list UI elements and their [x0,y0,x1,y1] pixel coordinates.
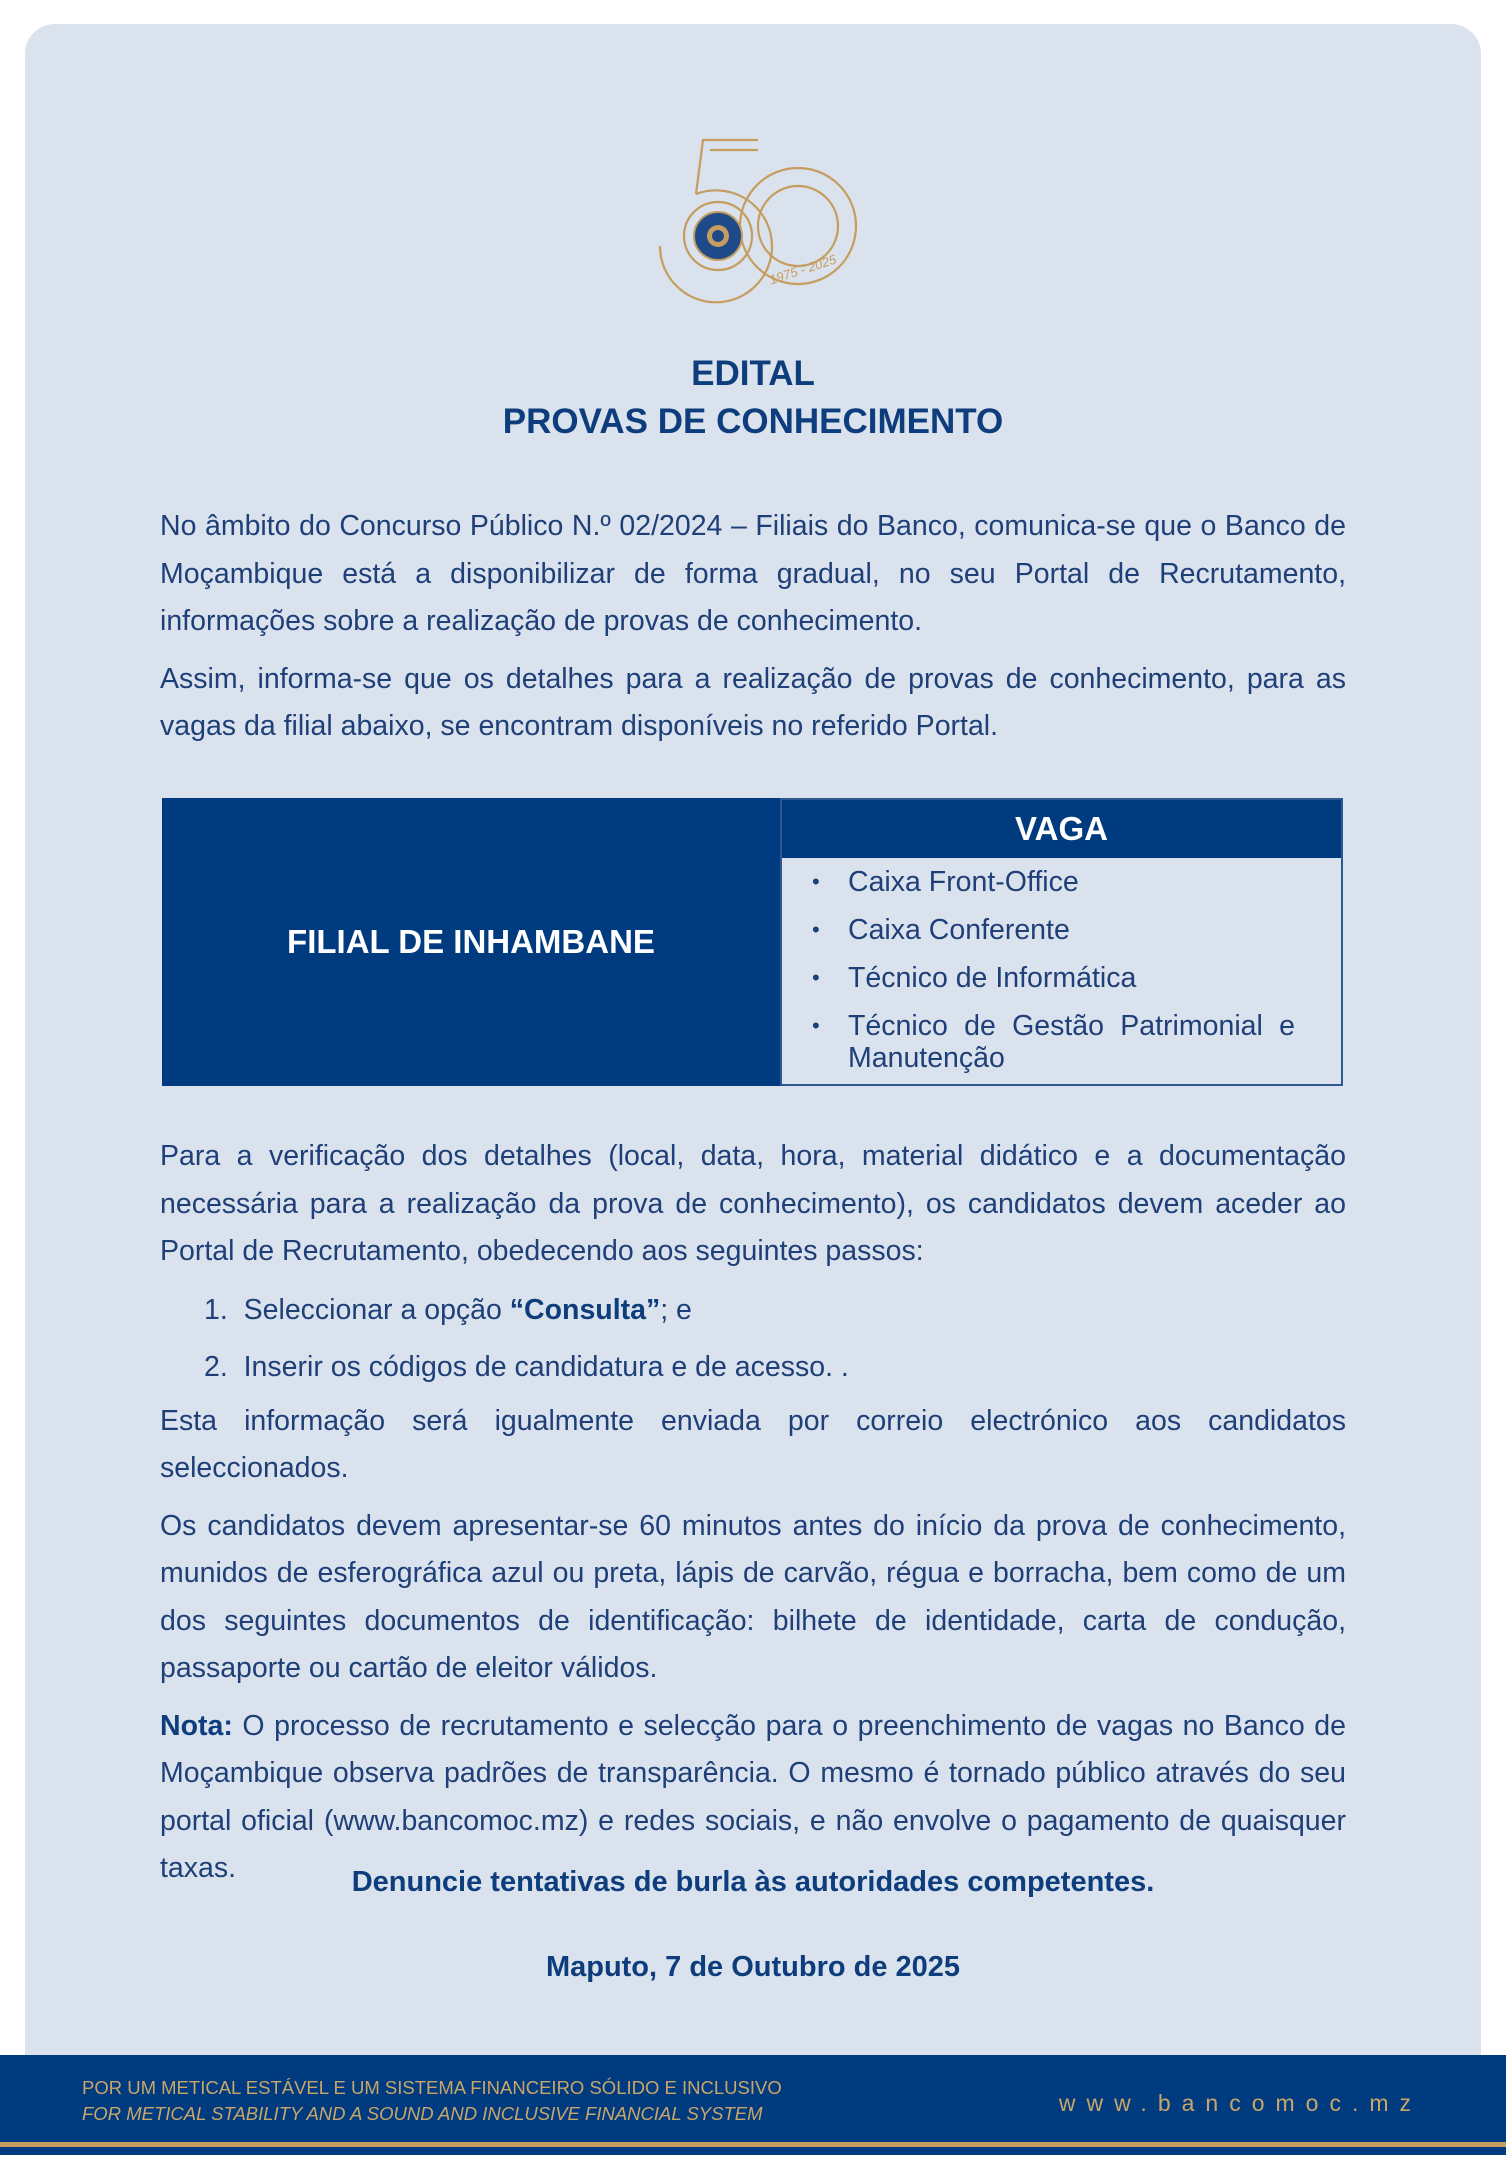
steps-list [160,1282,1346,1396]
branch-cell [162,798,780,1086]
page-subtitle: PROVAS DE CONHECIMENTO [502,402,1004,441]
footer-slogan [82,2075,782,2127]
vacancy-list [782,858,1341,1074]
vacancy-cell [780,798,1343,1086]
step-item: 2. Inserir os códigos de candidatura e de acesso. . [204,1350,849,1383]
list-item: • Caixa Front-Office [812,866,1295,898]
consulta-option: “Consulta” [509,1293,661,1326]
step-item: 1. Seleccionar a opção “Consulta”; e [204,1293,692,1326]
intro-section [160,503,1346,751]
arrival-paragraph: Os candidatos devem apresentar-se 60 minutos antes do início da prova de conhecimento, munidos de esferográfica azul ou preta, lápis de carvão, régua e borracha, bem como de um dos seguintes documentos de identificação: bilhete de identidade, carta de condução, passaporte ou cartão de eleitor válidos. [160,1509,1346,1684]
branch-name: FILIAL DE INHAMBANE [287,923,655,960]
note-paragraph: Nota: O processo de recrutamento e selecção para o preenchimento de vagas no Banco de Moçambique observa padrões de transparência. O mesmo é tornado público através do seu portal oficial (www.bancomoc.mz) e redes sociais, e não envolve o pagamento de quaisquer taxas. [160,1709,1346,1884]
intro-paragraph-2: Assim, informa-se que os detalhes para a realização de provas de conhecimento, para as vagas da filial abaixo, se encontram disponíveis no referido Portal. [160,662,1346,742]
list-item: • Técnico de Gestão Patrimonial e Manutenção [812,1010,1295,1074]
list-item: • Técnico de Informática [812,962,1295,994]
note-label: Nota: [160,1709,233,1742]
slogan-en: FOR METICAL STABILITY AND A SOUND AND INCLUSIVE FINANCIAL SYSTEM [82,2103,763,2124]
body-section [160,1133,1346,1893]
email-info-paragraph: Esta informação será igualmente enviada por correio electrónico aos candidatos seleccionados. [160,1404,1346,1484]
title-block [0,350,1506,446]
verification-paragraph: Para a verificação dos detalhes (local, data, hora, material didático e a documentação necessária para a realização da prova de conhecimento), os candidatos devem aceder ao Portal de Recrutamento, obedecendo aos seguintes passos: [160,1140,1346,1267]
logo-years: 1975 - 2025 [767,251,839,288]
vacancy-header: VAGA [782,800,1341,858]
vacancy-table [162,798,1343,1086]
anniversary-logo [648,134,862,304]
intro-paragraph-1: No âmbito do Concurso Público N.º 02/2024 – Filiais do Banco, comunica-se que o Banco de Moçambique está a disponibilizar de forma gradual, no seu Portal de Recrutamento, informações sobre a realização de provas de conhecimento. [160,510,1346,637]
list-item: • Caixa Conferente [812,914,1295,946]
fraud-warning: Denuncie tentativas de burla às autoridades competentes. [351,1866,1155,1898]
page-title: EDITAL [691,354,815,393]
footer-website-link[interactable]: www.bancomoc.mz [1058,2090,1422,2116]
footer-gold-line [0,2142,1506,2147]
date-line: Maputo, 7 de Outubro de 2025 [545,1951,961,1983]
slogan-pt: POR UM METICAL ESTÁVEL E UM SISTEMA FINANCEIRO SÓLIDO E INCLUSIVO [82,2077,782,2098]
